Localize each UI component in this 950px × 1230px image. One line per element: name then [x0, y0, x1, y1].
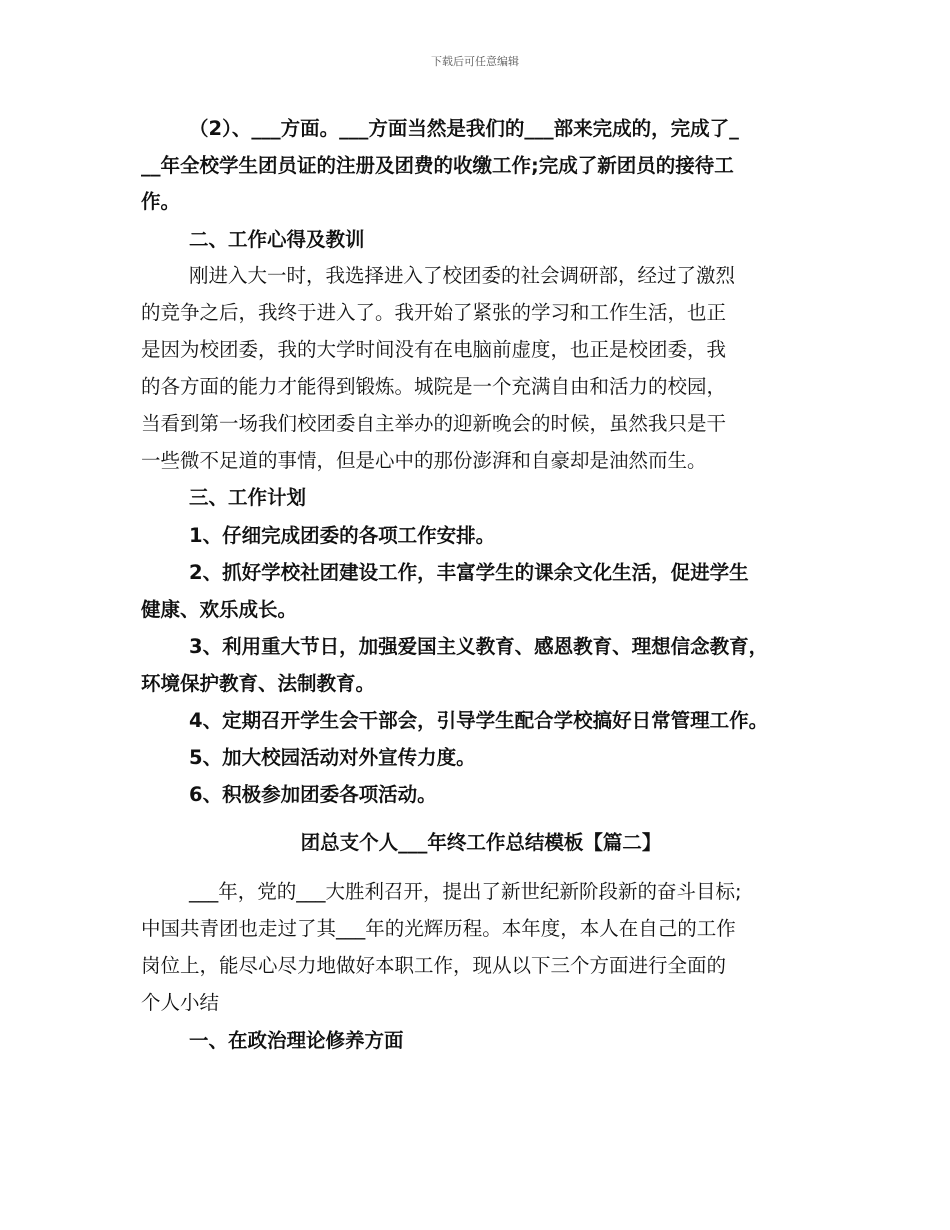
list-item: 4、定期召开学生会干部会，引导学生配合学校搞好日常管理工作。: [189, 709, 769, 732]
paragraph-line: 当看到第一场我们校团委自主举办的迎新晚会的时候，虽然我只是干: [141, 412, 727, 435]
section-title: 团总支个人___年终工作总结模板【篇二】: [300, 831, 662, 854]
paragraph-line: 的各方面的能力才能得到锻炼。城院是一个充满自由和活力的校园，: [141, 375, 727, 398]
paragraph-line: 作。: [141, 190, 181, 213]
paragraph-line: （2）、___方面。___方面当然是我们的___部来完成的，完成了_: [189, 117, 739, 140]
paragraph-line: 刚进入大一时，我选择进入了校团委的社会调研部，经过了激烈: [189, 264, 736, 287]
section-heading: 二、工作心得及教训: [189, 228, 365, 251]
section-heading: 一、在政治理论修养方面: [189, 1029, 404, 1052]
paragraph-line: 中国共青团也走过了其___年的光辉历程。本年度，本人在自己的工作: [141, 917, 736, 940]
list-item: 2、抓好学校社团建设工作，丰富学生的课余文化生活，促进学生: [189, 561, 749, 584]
paragraph-line: 个人小结: [141, 991, 220, 1014]
list-item: 1、仔细完成团委的各项工作安排。: [189, 524, 496, 547]
paragraph-line: 岗位上，能尽心尽力地做好本职工作，现从以下三个方面进行全面的: [141, 954, 727, 977]
list-item: 5、加大校园活动对外宣传力度。: [189, 746, 476, 769]
list-item-continued: 环境保护教育、法制教育。: [141, 672, 376, 695]
paragraph-line: 是因为校团委，我的大学时间没有在电脑前虚度，也正是校团委，我: [141, 338, 727, 361]
paragraph-line: ___年，党的___大胜利召开，提出了新世纪新阶段新的奋斗目标;: [189, 880, 742, 903]
list-item: 6、积极参加团委各项活动。: [189, 783, 437, 806]
paragraph-line: __年全校学生团员证的注册及团费的收缴工作;完成了新团员的接待工: [141, 154, 734, 177]
section-heading: 三、工作计划: [189, 486, 307, 509]
paragraph-line: 一些微不足道的事情，但是心中的那份澎湃和自豪却是油然而生。: [141, 449, 707, 472]
list-item: 3、利用重大节日，加强爱国主义教育、感恩教育、理想信念教育，: [189, 635, 769, 658]
list-item-continued: 健康、欢乐成长。: [141, 598, 298, 621]
page-header-note: 下载后可任意编辑: [431, 55, 519, 68]
paragraph-line: 的竞争之后，我终于进入了。我开始了紧张的学习和工作生活，也正: [141, 301, 727, 324]
